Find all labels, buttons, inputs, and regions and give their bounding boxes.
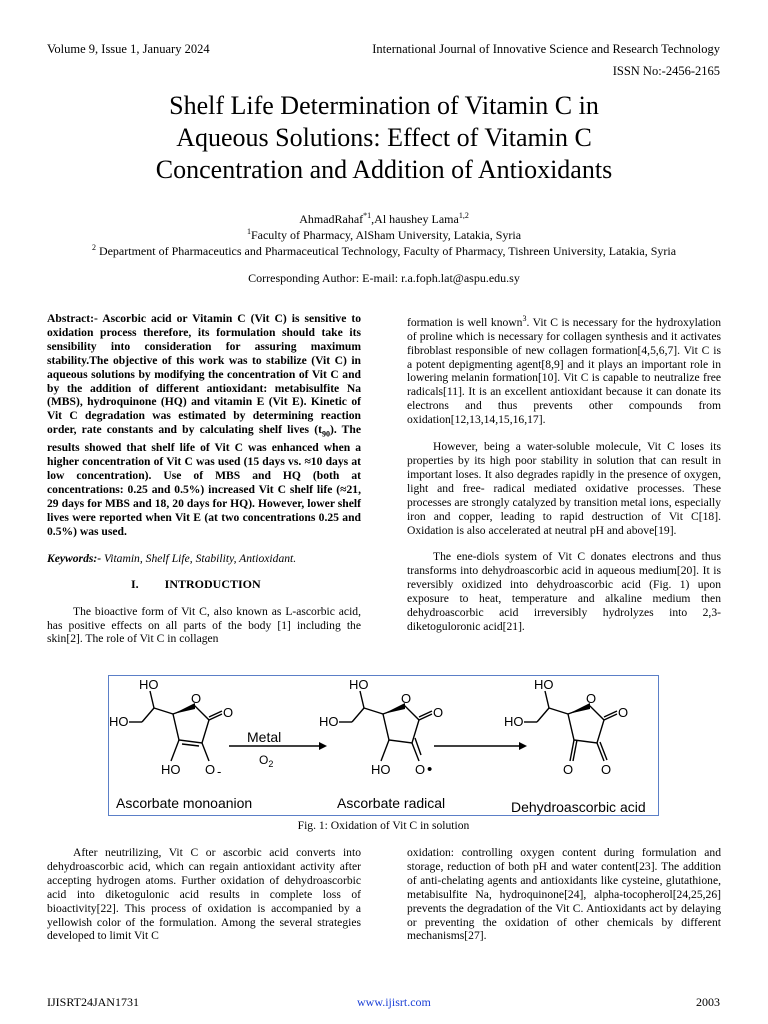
title-line-2: Aqueous Solutions: Effect of Vitamin C — [176, 123, 592, 152]
affiliation-2 — [40, 243, 728, 259]
section-heading — [47, 578, 361, 592]
oxidation-scheme — [109, 676, 658, 815]
author-2-sup: 1,2 — [458, 211, 469, 220]
label-ascorbate-radical: Ascorbate radical — [337, 795, 446, 811]
title-line-1: Shelf Life Determination of Vitamin C in — [169, 91, 599, 120]
keywords-text: Vitamin, Shelf Life, Stability, Antioxidant. — [101, 551, 297, 565]
atom-ho-3b: HO — [504, 714, 524, 729]
radical-dot: • — [427, 761, 433, 778]
o2-subscript: 2 — [268, 759, 274, 769]
author-1: AhmadRahaf — [299, 212, 364, 226]
author-block — [40, 211, 728, 259]
section-number: I. — [131, 576, 139, 591]
left-column-bottom — [47, 846, 361, 943]
abstract-t90-sub: 90 — [321, 429, 330, 439]
atom-o-2a: O — [401, 691, 412, 706]
atom-ho-3a: HO — [534, 677, 554, 692]
paper-title — [40, 90, 728, 186]
figure-caption: Fig. 1: Oxidation of Vit C in solution — [297, 819, 470, 832]
atom-ho-2b: HO — [319, 714, 339, 729]
keywords-label: Keywords:- — [47, 551, 102, 565]
author-2: ,Al haushey Lama — [371, 212, 459, 226]
affiliation-1-sup: 1 — [246, 227, 251, 236]
paragraph-after-figure-left: After neutrilizing, Vit C or ascorbic acid converts into dehydroascorbic acid, which can regain antioxidant activity after accepting hydrogen atoms. Further oxidation of dehydroascorbic acid into diketogulonic acid results in complete loss of bioactivity[22]. This process of oxidation is accompanied by a yellowish color of the formulation. Among the several strategies developed to limit Vit C — [47, 846, 361, 943]
arrow-label-metal: Metal — [247, 729, 282, 745]
intro-paragraph-1-cont — [407, 312, 721, 427]
intro-paragraph-2: However, being a water-soluble molecule, Vit C loses its properties by its high poor stability in solution that can result in important loses. It also degrades rapidly in the presence of oxygen, light and free- radical mediated oxidative processes. These processes are strongly catalyzed by transition metal ions, especially iron and copper, leading to rapid destruction of Vit C[18]. Oxidation is also accelerated at neutral pH and above[19]. — [407, 440, 721, 537]
title-line-3: Concentration and Addition of Antioxidants — [155, 155, 613, 184]
atom-ho-1b: HO — [109, 714, 129, 729]
atom-o-1b: O — [223, 705, 234, 720]
para1-sup: 3 — [522, 314, 527, 323]
para1-part-a: formation is well known — [407, 315, 523, 329]
atom-o-2c: O — [415, 762, 426, 777]
journal-name: International Journal of Innovative Science and Research Technology — [372, 42, 720, 56]
label-dehydroascorbic-acid: Dehydroascorbic acid — [511, 799, 646, 815]
intro-paragraph-3: The ene-diols system of Vit C donates electrons and thus transforms into dehydroascorbic acid in aqueous medium[20]. It is reversibly oxidized into dehydroascorbic acid (Fig. 1) upon exposure to heat, temperature and alkaline medium then dehydroascorbic acid irreversibly hydrolyzes into 2,3-diketoguloronic acid[21]. — [407, 550, 721, 633]
issn: ISSN No:-2456-2165 — [612, 64, 720, 78]
atom-ho-1c: HO — [161, 762, 181, 777]
right-column-bottom — [407, 846, 721, 943]
author-1-sup: *1 — [363, 211, 372, 220]
abstract — [47, 312, 361, 539]
reaction-arrow-1 — [319, 742, 327, 750]
corresponding-author: Corresponding Author: E-mail: r.a.foph.lat@aspu.edu.sy — [248, 271, 520, 285]
atom-ho-1a: HO — [139, 677, 159, 692]
arrow-label-o2 — [259, 753, 273, 769]
author-names — [40, 211, 728, 227]
affiliation-1 — [40, 227, 728, 243]
intro-paragraph-1: The bioactive form of Vit C, also known as L-ascorbic acid, has positive effects on all parts of the body [1] including the skin[2]. The role of Vit C in collagen — [47, 604, 361, 646]
label-ascorbate-monoanion: Ascorbate monoanion — [116, 795, 253, 811]
right-column-top — [407, 312, 721, 634]
atom-ho-2a: HO — [349, 677, 369, 692]
journal-volume: Volume 9, Issue 1, January 2024 — [47, 42, 210, 56]
affiliation-1-text: Faculty of Pharmacy, AlSham University, Latakia, Syria — [250, 228, 522, 242]
left-column-top — [47, 312, 361, 646]
atom-o-1c: O — [205, 762, 216, 777]
page-number: 2003 — [696, 995, 720, 1009]
atom-o-3a: O — [586, 691, 597, 706]
reaction-arrow-2 — [519, 742, 527, 750]
abstract-text-b: ). The results showed that shelf life of Vit C was enhanced when a higher concentration of Vit C was used (15 days vs. ≈10 days at low concentration). Use of MBS and HQ (both at concentrations: 0.25 and 0.5%) increased Vit C shelf life (≈21, 29 days for MBS and 18, 20 days for HQ). However, lower shelf lives were reported when Vit E (at two concentrations 0.25 and 0.5%) was used. — [47, 423, 361, 538]
abstract-text-a: Abstract:- Ascorbic acid or Vitamin C (Vit C) is sensitive to oxidation process therefore, its formulation should take its sensibility into consideration for assuring maximum stability.The objective of this work was to stabilize (Vit C) in aqueous solutions by modifying the concentration of Vit C and by the addition of different antioxidant: metabisulfite Na (MBS), hydroquinone (HQ) and vitamin E (Vit E). Kinetic of Vit C degradation was estimated by determining reaction order, rate constants and by calculating shelf lives (t — [47, 312, 361, 437]
atom-o-2b: O — [433, 705, 444, 720]
atom-o-3c: O — [563, 762, 574, 777]
affiliation-2-sup: 2 — [91, 243, 96, 252]
paragraph-after-figure-right: oxidation: controlling oxygen content during formulation and storage, reduction of both pH and water content[23]. The addition of anti-chelating agents and antioxidants like cysteine, glutathione, metabisulfite Na, hydroquinone[24], alpha-tocopherol[24,25,26] prevents the degradation of the Vit C. Antioxidants act by delaying or preventing the oxidation of other chemicals by different mechanisms[27]. — [407, 846, 721, 943]
figure-1 — [108, 675, 659, 816]
o2-symbol: O — [259, 753, 269, 767]
atom-ho-2c: HO — [371, 762, 391, 777]
charge-minus: - — [217, 764, 222, 779]
footer-paper-id: IJISRT24JAN1731 — [47, 995, 139, 1009]
atom-o-1a: O — [191, 691, 202, 706]
keywords — [47, 552, 361, 566]
section-title: INTRODUCTION — [164, 576, 261, 591]
atom-o-3b: O — [618, 705, 629, 720]
para1-part-b: . Vit C is necessary for the hydroxylation of proline which is necessary for collagen synthesis and it activates fibroblast responsible of new collagen formation[4,5,6,7]. Vit C is a potent depigmenting agent[8,9] and it plays an important role in lowering melanin formation[10]. Vit C is capable to neutralize free radicals[11]. It is an excellent antioxidant because it can donate its electrons and thus prevents other compounds from oxidation[12,13,14,15,16,17]. — [407, 315, 721, 427]
affiliation-2-text: Department of Pharmaceutics and Pharmaceutical Technology, Faculty of Pharmacy, Tishreen University, Latakia, Syria — [95, 244, 677, 258]
footer-website-link[interactable]: www.ijisrt.com — [357, 995, 431, 1009]
atom-o-3d: O — [601, 762, 612, 777]
